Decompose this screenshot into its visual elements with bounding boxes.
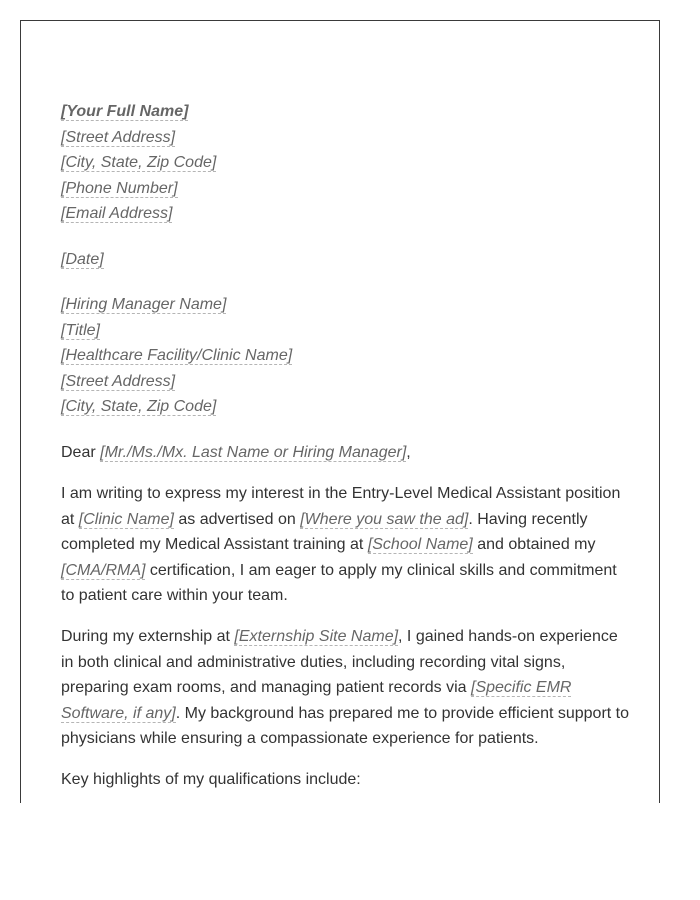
salutation [61, 440, 631, 466]
recipient-title: [Title] [61, 321, 100, 339]
recipient-facility: [Healthcare Facility/Clinic Name] [61, 347, 293, 364]
paragraph-text: . My background has prepared me to provide efficient support to physicians while ensuring a compassionate experience for patients. [61, 704, 630, 747]
sender-block [61, 99, 631, 227]
paragraph-text: During my externship at [61, 628, 235, 645]
sender-city: [City, State, Zip Code] [61, 154, 217, 171]
salutation-prefix: Dear [61, 443, 101, 461]
paragraph-interest [61, 481, 631, 609]
recipient-street: [Street Address] [61, 372, 176, 390]
salutation-suffix: , [406, 443, 411, 461]
externship-site-placeholder: [Externship Site Name] [234, 628, 399, 645]
paragraph-text: . Having recently completed my Medical Assistant training at [61, 510, 588, 553]
letter-content [61, 99, 631, 793]
ad-source-placeholder: [Where you saw the ad] [300, 510, 469, 528]
paragraph-externship [61, 624, 631, 752]
certification-placeholder: [CMA/RMA] [61, 561, 146, 579]
emr-software-placeholder: [Specific EMR Software, if any] [61, 679, 572, 722]
sender-name: [Your Full Name] [61, 103, 189, 120]
paragraph-text: and obtained my [472, 536, 596, 553]
paragraph-text: I am writing to express my interest in the Entry-Level Medical Assistant position at [61, 485, 621, 528]
sender-phone: [Phone Number] [61, 179, 178, 197]
letter-page [20, 20, 660, 803]
paragraph-text: as advertised on [173, 510, 301, 528]
sender-street: [Street Address] [61, 128, 176, 146]
school-name-placeholder: [School Name] [367, 536, 473, 553]
clinic-name-placeholder: [Clinic Name] [78, 510, 174, 528]
recipient-block [61, 292, 631, 420]
letter-date: [Date] [61, 250, 104, 268]
date-block [61, 247, 631, 273]
paragraph-text: certification, I am eager to apply my clinical skills and commitment to patient care within your team. [61, 561, 617, 604]
recipient-city: [City, State, Zip Code] [61, 398, 217, 415]
paragraph-text: , I gained hands-on experience in both clinical and administrative duties, including recording vital signs, preparing exam rooms, and managing patient records via [61, 628, 618, 696]
sender-email: [Email Address] [61, 205, 173, 222]
recipient-name: [Hiring Manager Name] [61, 296, 227, 313]
highlights-intro: Key highlights of my qualifications include: [61, 771, 361, 788]
salutation-placeholder: [Mr./Ms./Mx. Last Name or Hiring Manager] [100, 443, 407, 461]
